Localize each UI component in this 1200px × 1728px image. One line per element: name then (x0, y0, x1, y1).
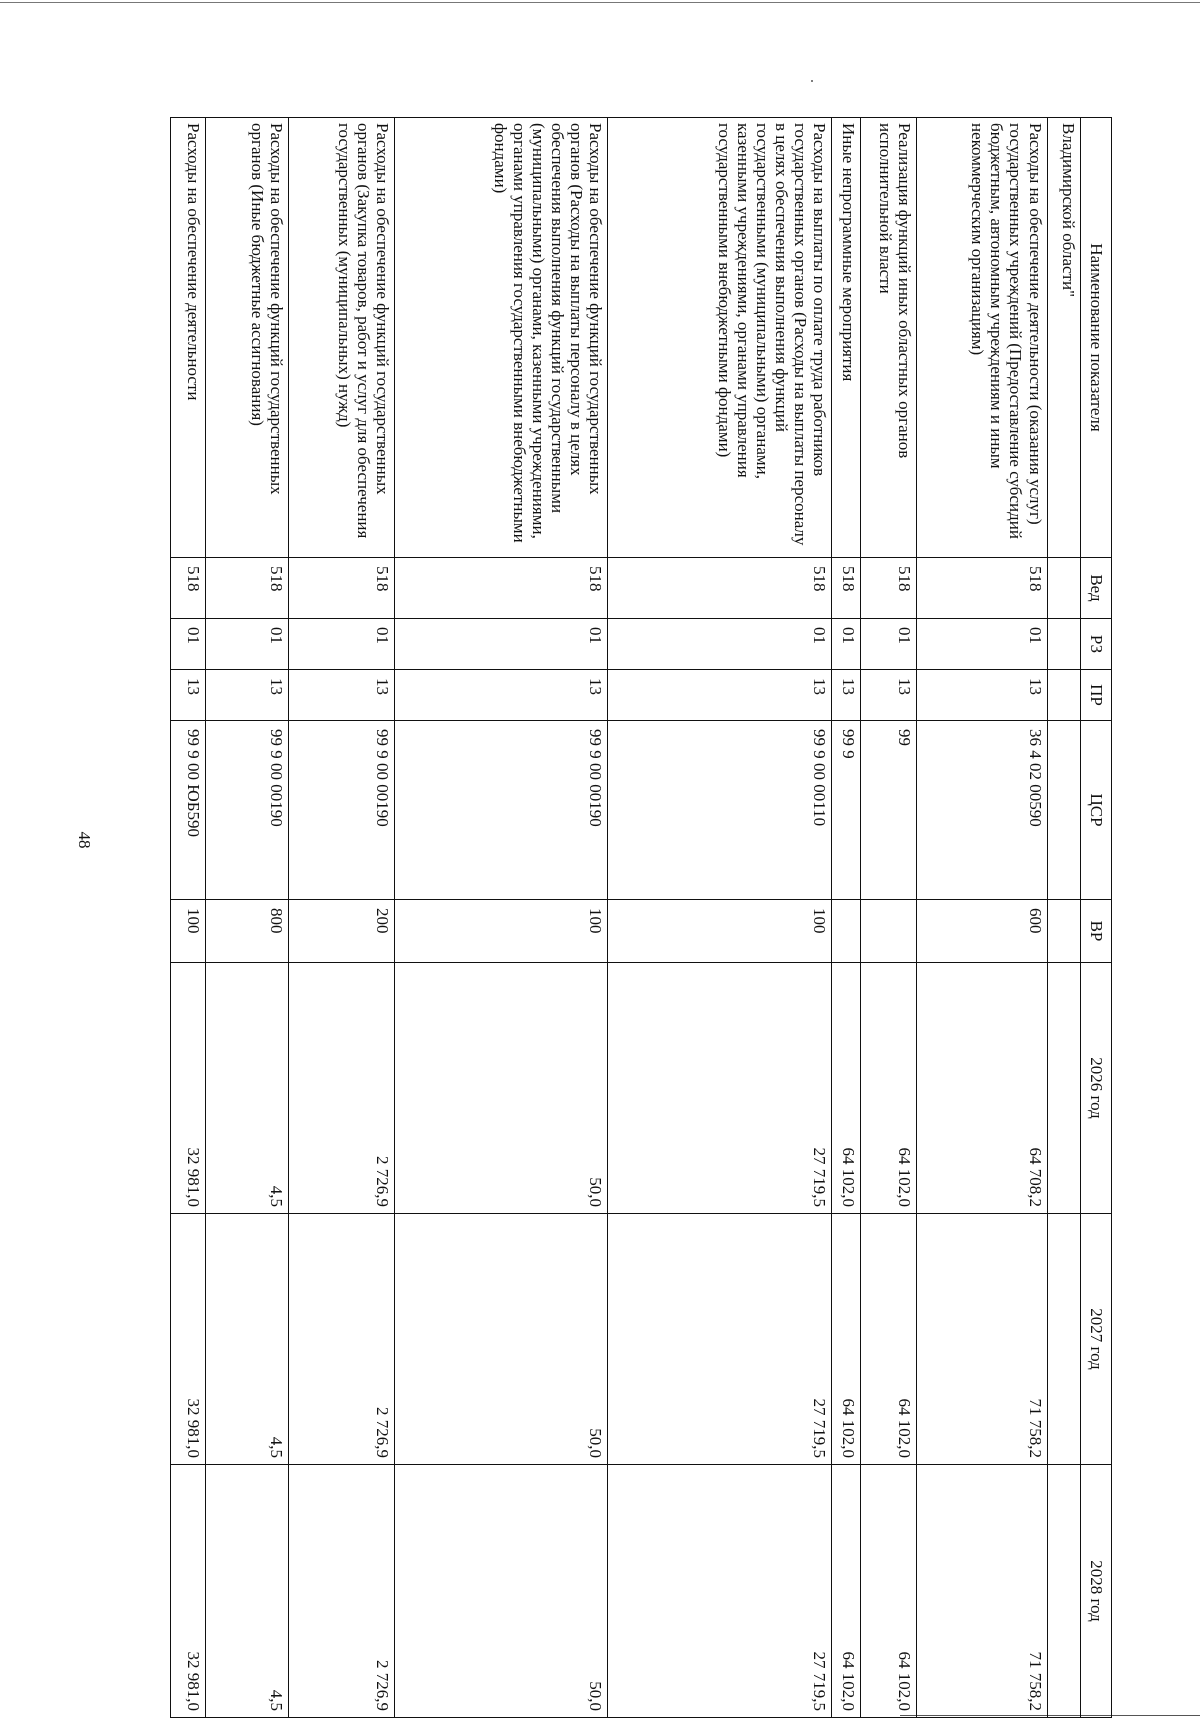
header-name: Наименование показателя (1081, 118, 1112, 558)
row-csr (1047, 721, 1080, 900)
row-pr: 13 (171, 670, 206, 721)
row-pr: 13 (395, 670, 608, 721)
row-2027: 2 726,9 (288, 1214, 395, 1465)
row-csr: 99 9 00 00190 (395, 721, 608, 900)
row-2027: 64 102,0 (860, 1214, 916, 1465)
row-rz: 01 (171, 619, 206, 670)
row-vr: 100 (171, 900, 206, 963)
header-2027: 2027 год (1081, 1214, 1112, 1465)
row-2027: 32 981,0 (171, 1214, 206, 1465)
row-2028: 32 981,0 (171, 1465, 206, 1718)
row-2028: 50,0 (395, 1465, 608, 1718)
row-vr: 800 (205, 900, 288, 963)
header-pr: ПР (1081, 670, 1112, 721)
row-rz: 01 (860, 619, 916, 670)
row-2027: 71 758,2 (916, 1214, 1047, 1465)
row-rz (1047, 619, 1080, 670)
row-csr: 99 9 00 00110 (608, 721, 832, 900)
row-ved: 518 (860, 558, 916, 619)
row-2026: 32 981,0 (171, 963, 206, 1214)
row-csr: 99 9 (832, 721, 860, 900)
row-2028: 64 102,0 (860, 1465, 916, 1718)
table-header-row (1081, 118, 1112, 1718)
row-rz: 01 (832, 619, 860, 670)
row-2026: 50,0 (395, 963, 608, 1214)
row-2027: 50,0 (395, 1214, 608, 1465)
table-row (832, 118, 860, 1718)
row-vr: 100 (608, 900, 832, 963)
table-row (1047, 118, 1080, 1718)
row-name: Расходы на обеспечение функций государственных органов (Расходы на выплаты персоналу в целях обеспечения выполнения функций государственными (муниципальными) органами, казенными учреждениями, органами управления государственными внебюджетными фондами) (395, 118, 608, 558)
row-2026: 64 708,2 (916, 963, 1047, 1214)
header-ved: Вед (1081, 558, 1112, 619)
row-vr (860, 900, 916, 963)
scan-edge-line (0, 2, 1200, 3)
row-2026: 64 102,0 (860, 963, 916, 1214)
row-pr (1047, 670, 1080, 721)
table-row (288, 118, 395, 1718)
header-rz: РЗ (1081, 619, 1112, 670)
row-name: Реализация функций иных областных органов исполнительной власти (860, 118, 916, 558)
row-2028: 27 719,5 (608, 1465, 832, 1718)
row-pr: 13 (608, 670, 832, 721)
row-2028: 2 726,9 (288, 1465, 395, 1718)
row-name: Расходы на обеспечение функций государственных органов (Закупка товаров, работ и услуг для обеспечения государственных (муниципальных) нужд) (288, 118, 395, 558)
page-number: 48 (75, 831, 94, 849)
row-csr: 99 (860, 721, 916, 900)
table-row (171, 118, 206, 1718)
row-name: Расходы на обеспечение деятельности (оказания услуг) государственных учреждений (Предоставление субсидий бюджетным, автономным учреждениям и иным некоммерческим организациям) (916, 118, 1047, 558)
budget-table (170, 117, 1112, 1718)
header-2026: 2026 год (1081, 963, 1112, 1214)
row-name: Расходы на обеспечение деятельности (171, 118, 206, 558)
row-2026: 4,5 (205, 963, 288, 1214)
row-csr: 99 9 00 00190 (205, 721, 288, 900)
header-2028: 2028 год (1081, 1465, 1112, 1718)
row-name: Владимирской области" (1047, 118, 1080, 558)
row-2027: 27 719,5 (608, 1214, 832, 1465)
row-2026: 64 102,0 (832, 963, 860, 1214)
row-csr: 99 9 00 ЮБ590 (171, 721, 206, 900)
row-rz: 01 (395, 619, 608, 670)
row-2027: 4,5 (205, 1214, 288, 1465)
header-csr: ЦСР (1081, 721, 1112, 900)
row-vr (832, 900, 860, 963)
row-2027 (1047, 1214, 1080, 1465)
row-rz: 01 (288, 619, 395, 670)
row-2026: 27 719,5 (608, 963, 832, 1214)
row-pr: 13 (205, 670, 288, 721)
row-ved: 518 (288, 558, 395, 619)
row-2027: 64 102,0 (832, 1214, 860, 1465)
row-csr: 36 4 02 00590 (916, 721, 1047, 900)
row-ved: 518 (608, 558, 832, 619)
row-pr: 13 (860, 670, 916, 721)
row-pr: 13 (916, 670, 1047, 721)
row-2028: 4,5 (205, 1465, 288, 1718)
row-ved: 518 (171, 558, 206, 619)
table-row (916, 118, 1047, 1718)
row-2028: 71 758,2 (916, 1465, 1047, 1718)
header-vr: ВР (1081, 900, 1112, 963)
row-ved: 518 (916, 558, 1047, 619)
table-row (608, 118, 832, 1718)
row-rz: 01 (608, 619, 832, 670)
row-2026 (1047, 963, 1080, 1214)
row-vr: 100 (395, 900, 608, 963)
row-2028 (1047, 1465, 1080, 1718)
row-vr (1047, 900, 1080, 963)
table-row (395, 118, 608, 1718)
row-name: Расходы на выплаты по оплате труда работников государственных органов (Расходы на выплаты персоналу в целях обеспечения выполнения функций государственными (муниципальными) органами, казенными учреждениями, органами управления государственными внебюджетными фондами) (608, 118, 832, 558)
row-2028: 64 102,0 (832, 1465, 860, 1718)
row-2026: 2 726,9 (288, 963, 395, 1214)
table-row (860, 118, 916, 1718)
row-vr: 600 (916, 900, 1047, 963)
row-ved: 518 (832, 558, 860, 619)
row-ved (1047, 558, 1080, 619)
table-row (205, 118, 288, 1718)
row-pr: 13 (288, 670, 395, 721)
row-csr: 99 9 00 00190 (288, 721, 395, 900)
row-pr: 13 (832, 670, 860, 721)
row-ved: 518 (205, 558, 288, 619)
row-name: Расходы на обеспечение функций государственных органов (Иные бюджетные ассигнования) (205, 118, 288, 558)
row-ved: 518 (395, 558, 608, 619)
row-rz: 01 (205, 619, 288, 670)
row-rz: 01 (916, 619, 1047, 670)
budget-table-container (170, 117, 1112, 1711)
row-name: Иные непрограммные мероприятия (832, 118, 860, 558)
scan-speck (811, 80, 813, 82)
row-vr: 200 (288, 900, 395, 963)
